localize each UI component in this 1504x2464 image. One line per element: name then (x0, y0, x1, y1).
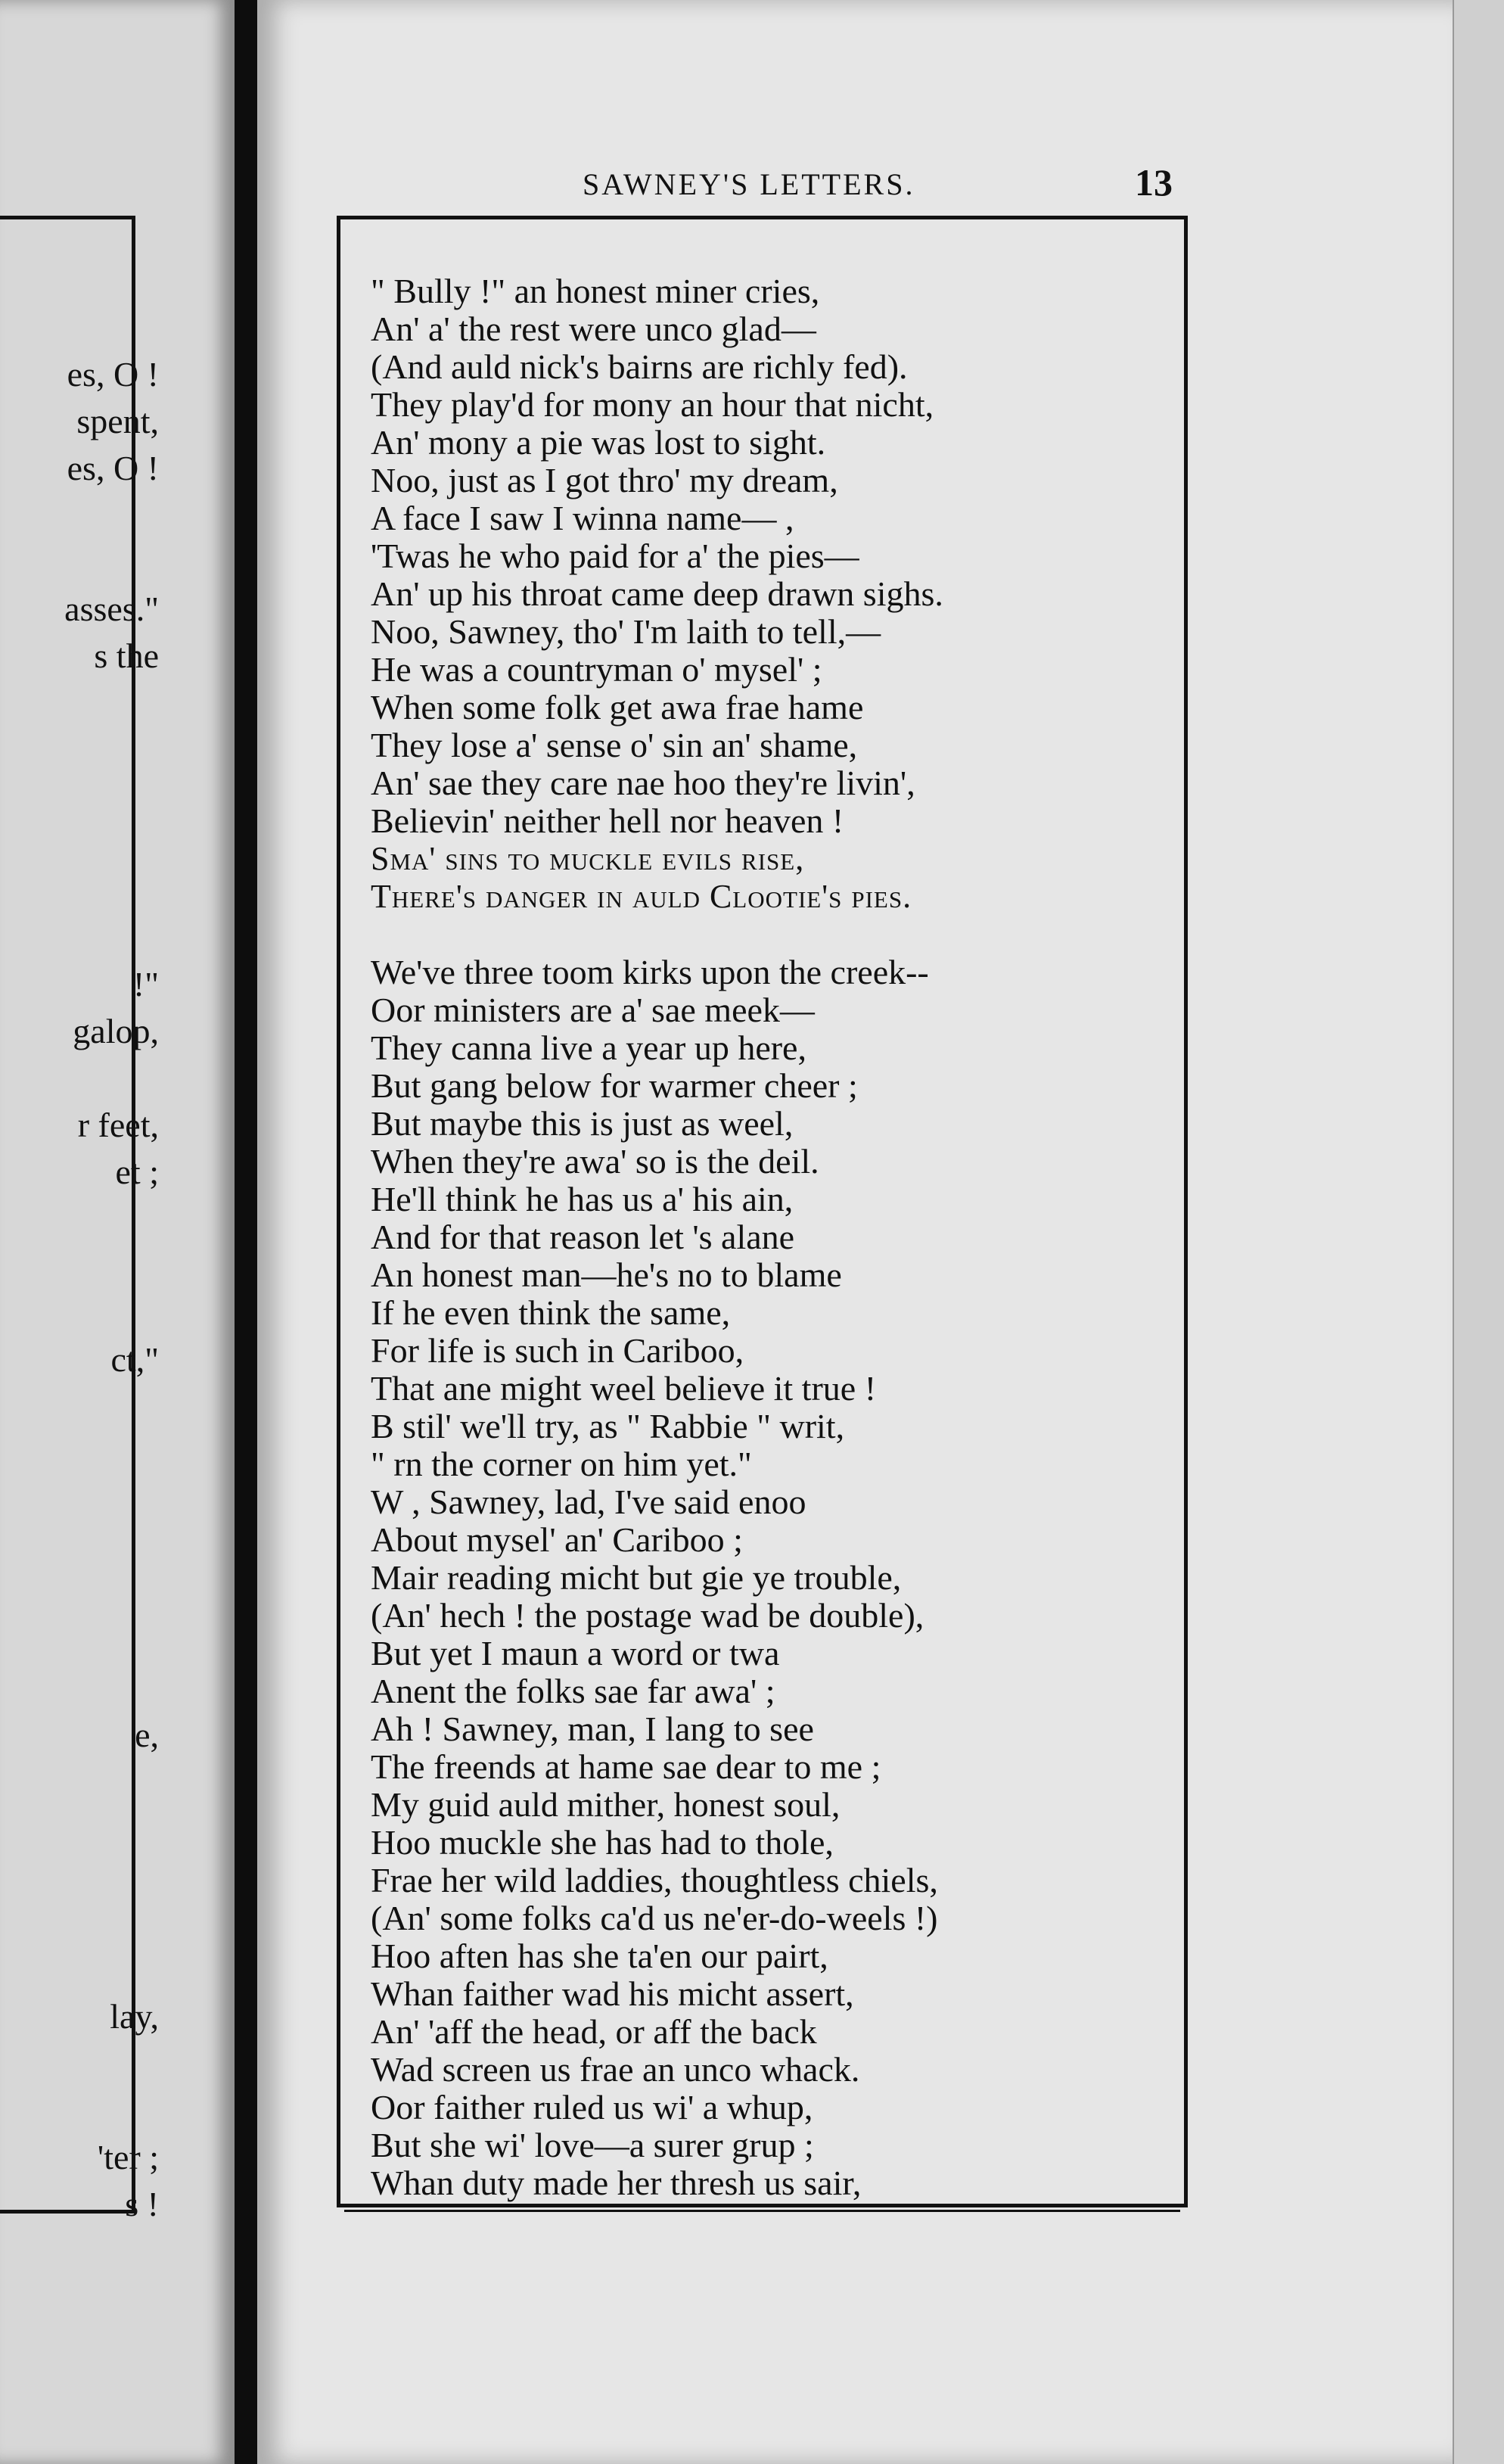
poem-line: He was a countryman o' mysel' ; (371, 650, 822, 689)
left-page-fragment: lay, (110, 1997, 159, 2036)
poem-line: Noo, just as I got thro' my dream, (371, 461, 838, 499)
poem-line: Whan duty made her thresh us sair, (371, 2164, 862, 2202)
poem-line: " Bully !" an honest miner cries, (371, 272, 820, 310)
stanza-2 (371, 954, 1158, 2202)
poem-line: That ane might weel believe it true ! (371, 1369, 877, 1408)
poem-line: An honest man—he's no to blame (371, 1255, 842, 1294)
poem-line: Ah ! Sawney, man, I lang to see (371, 1710, 814, 1748)
poem-line: Whan faither wad his micht assert, (371, 1974, 854, 2013)
poem-line: (An' hech ! the postage wad be double), (371, 1596, 924, 1635)
poem-line: Wad screen us frae an unco whack. (371, 2050, 860, 2089)
left-page-fragment: asses." (64, 590, 159, 628)
poem-line: Oor faither ruled us wi' a whup, (371, 2088, 813, 2126)
left-page-fragment: s ! (125, 2185, 159, 2223)
left-page-fragment: !" (132, 965, 159, 1003)
poem-line: Frae her wild laddies, thoughtless chiels, (371, 1861, 938, 1899)
moral-couplet (371, 840, 1158, 916)
stanza-gap (371, 916, 1158, 954)
stanza-1 (371, 272, 1158, 840)
poem-line: We've three toom kirks upon the creek-- (371, 953, 929, 991)
poem-line: The freends at hame sae dear to me ; (371, 1747, 881, 1786)
left-page-fragment: spent, (76, 402, 159, 440)
poem-line: But maybe this is just as weel, (371, 1104, 794, 1143)
poem-line: When some folk get awa frae hame (371, 688, 864, 726)
poem-line: But gang below for warmer cheer ; (371, 1066, 858, 1105)
page-number: 13 (1135, 161, 1173, 204)
poem-line: If he even think the same, (371, 1293, 731, 1332)
left-page-fragment: ct," (110, 1340, 159, 1379)
frame-inner-rule (344, 2210, 1180, 2212)
poem-line: About mysel' an' Cariboo ; (371, 1520, 743, 1559)
poem-line: An' a' the rest were unco glad— (371, 310, 816, 348)
poem-line: An' up his throat came deep drawn sighs. (371, 574, 943, 613)
poem-line: B stil' we'll try, as " Rabbie " writ, (371, 1407, 845, 1445)
poem-line: Hoo muckle she has had to thole, (371, 1823, 834, 1862)
left-page-frame (0, 216, 135, 2214)
poem-line: He'll think he has us a' his ain, (371, 1180, 794, 1218)
left-page-fragment: r feet, (77, 1106, 159, 1144)
left-page-fragment: e, (135, 1716, 159, 1754)
left-page-fragment: 'ter ; (97, 2138, 159, 2176)
poem-line: 'Twas he who paid for a' the pies— (371, 537, 859, 575)
left-page-fragment: galop, (73, 1012, 159, 1050)
poem-line: They canna live a year up here, (371, 1028, 806, 1067)
poem-line: Mair reading micht but gie ye trouble, (371, 1558, 902, 1597)
left-page-fragment: s the (94, 636, 159, 675)
poem-line: There's danger in auld Clootie's pies. (371, 878, 912, 915)
poem-line: An' mony a pie was lost to sight. (371, 423, 826, 462)
book-gutter (235, 0, 257, 2464)
poem-line: They play'd for mony an hour that nicht, (371, 385, 934, 424)
poem-line: (An' some folks ca'd us ne'er-do-weels !) (371, 1899, 938, 1937)
poem-line: When they're awa' so is the deil. (371, 1142, 819, 1181)
poem-line: And for that reason let 's alane (371, 1218, 795, 1256)
left-page-fragment: es, O ! (67, 355, 159, 394)
poem-line: Noo, Sawney, tho' I'm laith to tell,— (371, 612, 881, 651)
running-head: SAWNEY'S LETTERS. (583, 167, 915, 201)
poem-line: " rn the corner on him yet." (371, 1445, 752, 1483)
poem-line: My guid auld mither, honest soul, (371, 1785, 841, 1824)
left-page-fragment: es, O ! (67, 449, 159, 487)
poem-line: They lose a' sense o' sin an' shame, (371, 726, 858, 764)
page-edge (1453, 0, 1504, 2464)
poem-line: For life is such in Cariboo, (371, 1331, 744, 1370)
poem-line: Believin' neither hell nor heaven ! (371, 801, 844, 840)
poem-line: But yet I maun a word or twa (371, 1634, 780, 1672)
poem-line: W , Sawney, lad, I've said enoo (371, 1482, 806, 1521)
poem-body (371, 272, 1158, 2202)
poem-line: Sma' sins to muckle evils rise, (371, 840, 805, 877)
poem-line: A face I saw I winna name— , (371, 499, 794, 537)
poem-line: An' 'aff the head, or aff the back (371, 2012, 817, 2051)
left-page-fragment: et ; (115, 1153, 159, 1191)
left-page (0, 0, 235, 2464)
poem-line: Hoo aften has she ta'en our pairt, (371, 1937, 828, 1975)
poem-line: Oor ministers are a' sae meek— (371, 991, 815, 1029)
poem-line: Anent the folks sae far awa' ; (371, 1672, 775, 1710)
poem-line: But she wi' love—a surer grup ; (371, 2126, 814, 2164)
poem-line: (And auld nick's bairns are richly fed). (371, 347, 908, 386)
poem-line: An' sae they care nae hoo they're livin', (371, 764, 915, 802)
